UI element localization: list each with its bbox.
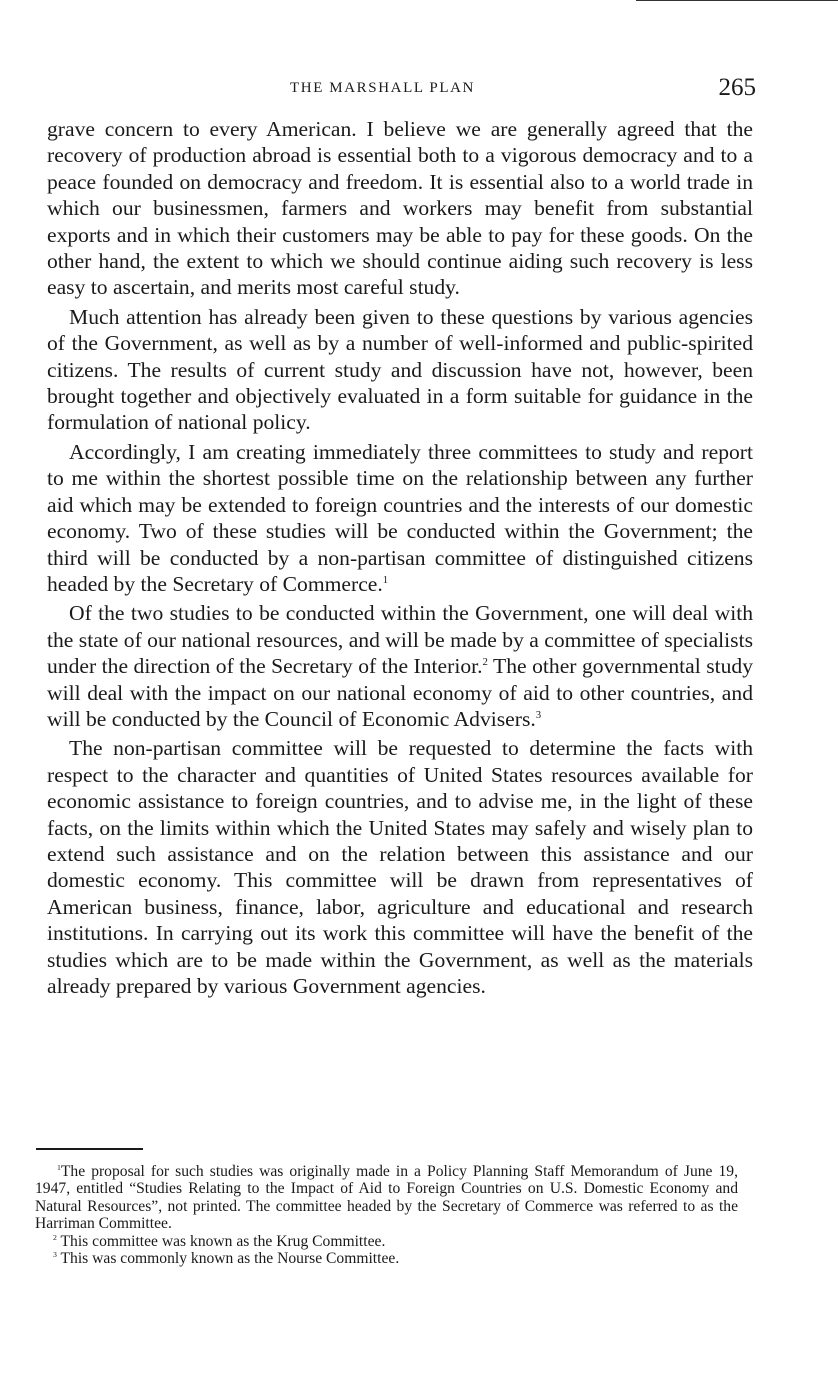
paragraph	[47, 735, 753, 999]
footnote-divider	[36, 1148, 143, 1150]
paragraph-text: Accordingly, I am creating immediately three committees to study and report to me within the shortest possible time on the relationship between any further aid which may be extended to foreign countries and the interests of our domestic economy. Two of these studies will be conducted within the Government; the third will be conducted by a non-partisan committee of distinguished citizens headed by the Secretary of Commerce.	[47, 439, 753, 596]
footnote-text: This committee was known as the Krug Committee.	[60, 1232, 386, 1250]
running-head	[40, 76, 756, 110]
paragraph	[47, 304, 753, 436]
footnote	[35, 1163, 738, 1233]
body-text	[47, 116, 753, 1002]
footnote-marker: 3	[53, 1249, 57, 1259]
footnote-reference: 3	[535, 708, 542, 721]
page-edge-line	[636, 0, 838, 1]
paragraph-text: Of the two studies to be conducted within the Government, one will deal with the state of our national resources, and will be made by a committee of specialists under the direction of the Secretary of the Interior.	[47, 601, 753, 679]
footnote	[35, 1250, 738, 1267]
footnote	[35, 1233, 738, 1250]
paragraph-text: Much attention has already been given to these questions by various agencies of the Government, as well as by a number of well-informed and public-spirited citizens. The results of current study and discussion have not, however, been brought together and objectively evaluated in a form suitable for guidance in the formulation of national policy.	[47, 304, 753, 435]
paragraph-text: The other governmental study will deal with the impact on our national economy of aid to other countries, and will be conducted by the Council of Economic Advisers.	[47, 654, 753, 731]
footnote-marker: 2	[53, 1232, 57, 1242]
paragraph-continued	[47, 116, 753, 301]
paragraph-text: grave concern to every American. I believe we are generally agreed that the recovery of production abroad is essential both to a vigorous democracy and to a peace founded on democracy and freedom. It is essential also to a world trade in which our businessmen, farmers and workers may benefit from substantial exports and in which their customers may be able to pay for these goods. On the other hand, the extent to which we should continue aiding such recovery is less easy to ascertain, and merits most careful study.	[47, 117, 753, 300]
footnote-text: The proposal for such studies was originally made in a Policy Planning Staff Memorandum of June 19, 1947, entitled “Studies Relating to the Impact of Aid to Foreign Countries on U.S. Domestic Economy and Natural Resources”, not printed. The committee headed by the Secretary of Commerce was referred to as the Harriman Committee.	[35, 1163, 738, 1233]
running-head-title: THE MARSHALL PLAN	[290, 80, 475, 96]
paragraph	[47, 600, 753, 732]
paragraph-text: The non-partisan committee will be requested to determine the facts with respect to the character and quantities of United States resources available for economic assistance to foreign countries, and to advise me, in the light of these facts, on the limits within which the United States may safely and wisely plan to extend such assistance and on the relation between this assistance and our domestic economy. This committee will be drawn from representatives of American business, finance, labor, agriculture and educational and research institutions. In carrying out its work this committee will have the benefit of the studies which are to be made within the Government, as well as the materials already prepared by various Government agencies.	[47, 736, 753, 998]
footnote-text: This was commonly known as the Nourse Committee.	[60, 1250, 400, 1268]
footnote-reference: 2	[482, 655, 488, 668]
footnote-reference: 1	[382, 573, 389, 586]
footnote-marker: 1	[57, 1162, 61, 1172]
footnotes	[35, 1163, 738, 1267]
paragraph	[47, 439, 753, 597]
page-number: 265	[718, 74, 756, 101]
